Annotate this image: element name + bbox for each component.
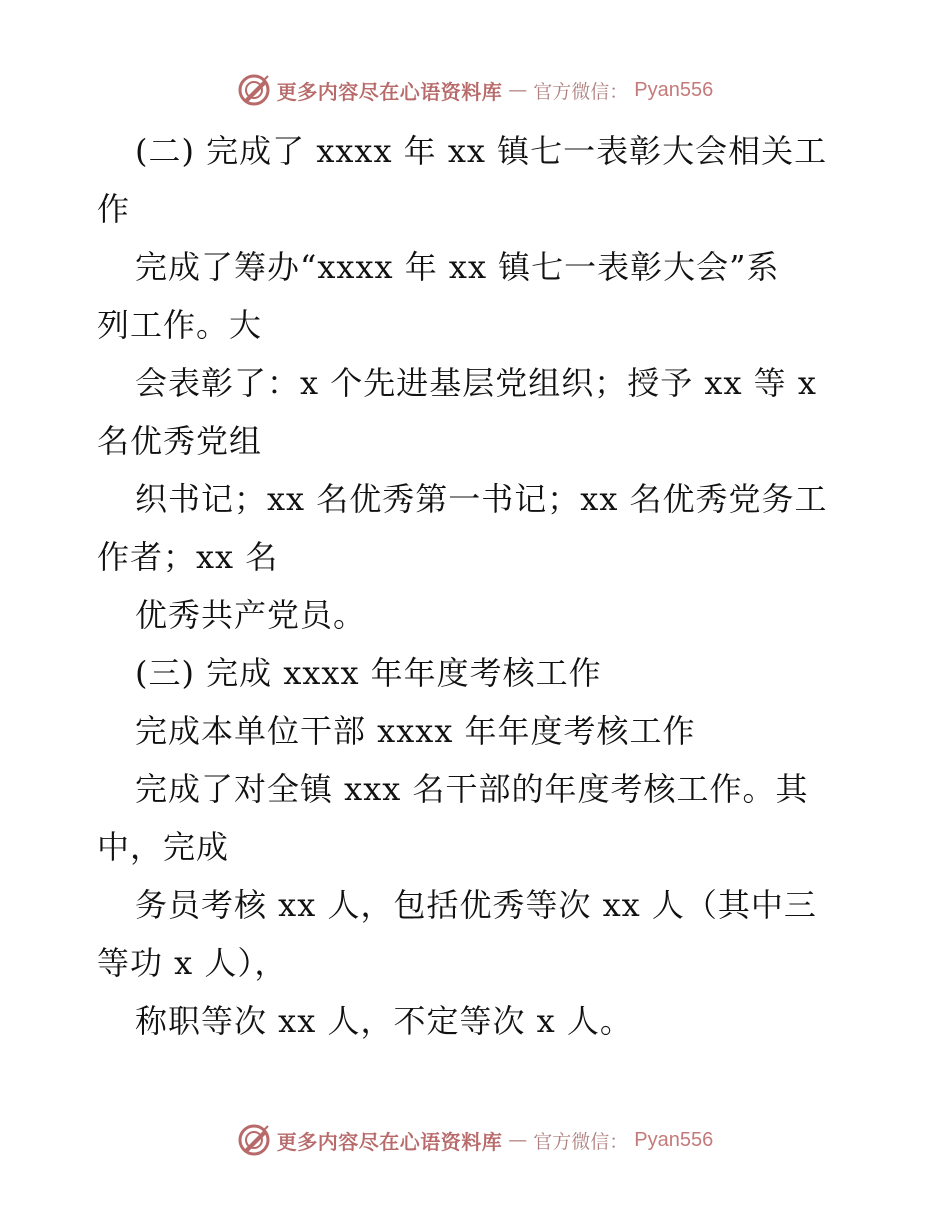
watermark-dash: — <box>508 79 528 101</box>
text-line: 务员考核 xx 人，包括优秀等次 xx 人（其中三 <box>135 886 817 924</box>
text-line: 称职等次 xx 人，不定等次 x 人。 <box>135 1002 633 1040</box>
text-line: 织书记；xx 名优秀第一书记；xx 名优秀党务工 <box>135 480 828 518</box>
section-heading: (三) 完成 xxxx 年年度考核工作 <box>135 654 602 692</box>
watermark-official: 官方微信： <box>533 1130 629 1153</box>
text-line: 完成了对全镇 xxx 名干部的年度考核工作。其 <box>135 770 809 808</box>
watermark-dash: — <box>508 1129 528 1151</box>
watermark-id: Pyan556 <box>634 78 714 101</box>
text-line: 会表彰了：x 个先进基层党组织；授予 xx 等 x <box>135 364 817 402</box>
text-line: 中，完成 <box>97 828 230 866</box>
text-line: 等功 x 人）， <box>97 944 288 982</box>
text-line: 列工作。大 <box>97 306 263 344</box>
watermark-id: Pyan556 <box>634 1128 714 1151</box>
text-line: (二) 完成了 xxxx 年 xx 镇七一表彰大会相关工 <box>135 132 828 170</box>
pen-circle-logo-icon <box>237 73 271 107</box>
header-watermark <box>0 70 950 110</box>
watermark-brand: 更多内容尽在心语资料库 <box>276 79 503 104</box>
pen-circle-logo-icon <box>237 1123 271 1157</box>
text-line: 名优秀党组 <box>97 422 263 460</box>
text-line: 作者；xx 名 <box>97 538 279 576</box>
watermark-official: 官方微信： <box>533 80 629 103</box>
watermark-brand: 更多内容尽在心语资料库 <box>276 1129 503 1154</box>
text-line: 完成本单位干部 xxxx 年年度考核工作 <box>135 712 696 750</box>
document-body <box>97 122 857 1050</box>
text-line: 完成了筹办“xxxx 年 xx 镇七一表彰大会”系 <box>135 248 780 286</box>
text-line: 作 <box>97 190 131 228</box>
footer-watermark <box>0 1120 950 1160</box>
text-line: 优秀共产党员。 <box>135 596 367 634</box>
